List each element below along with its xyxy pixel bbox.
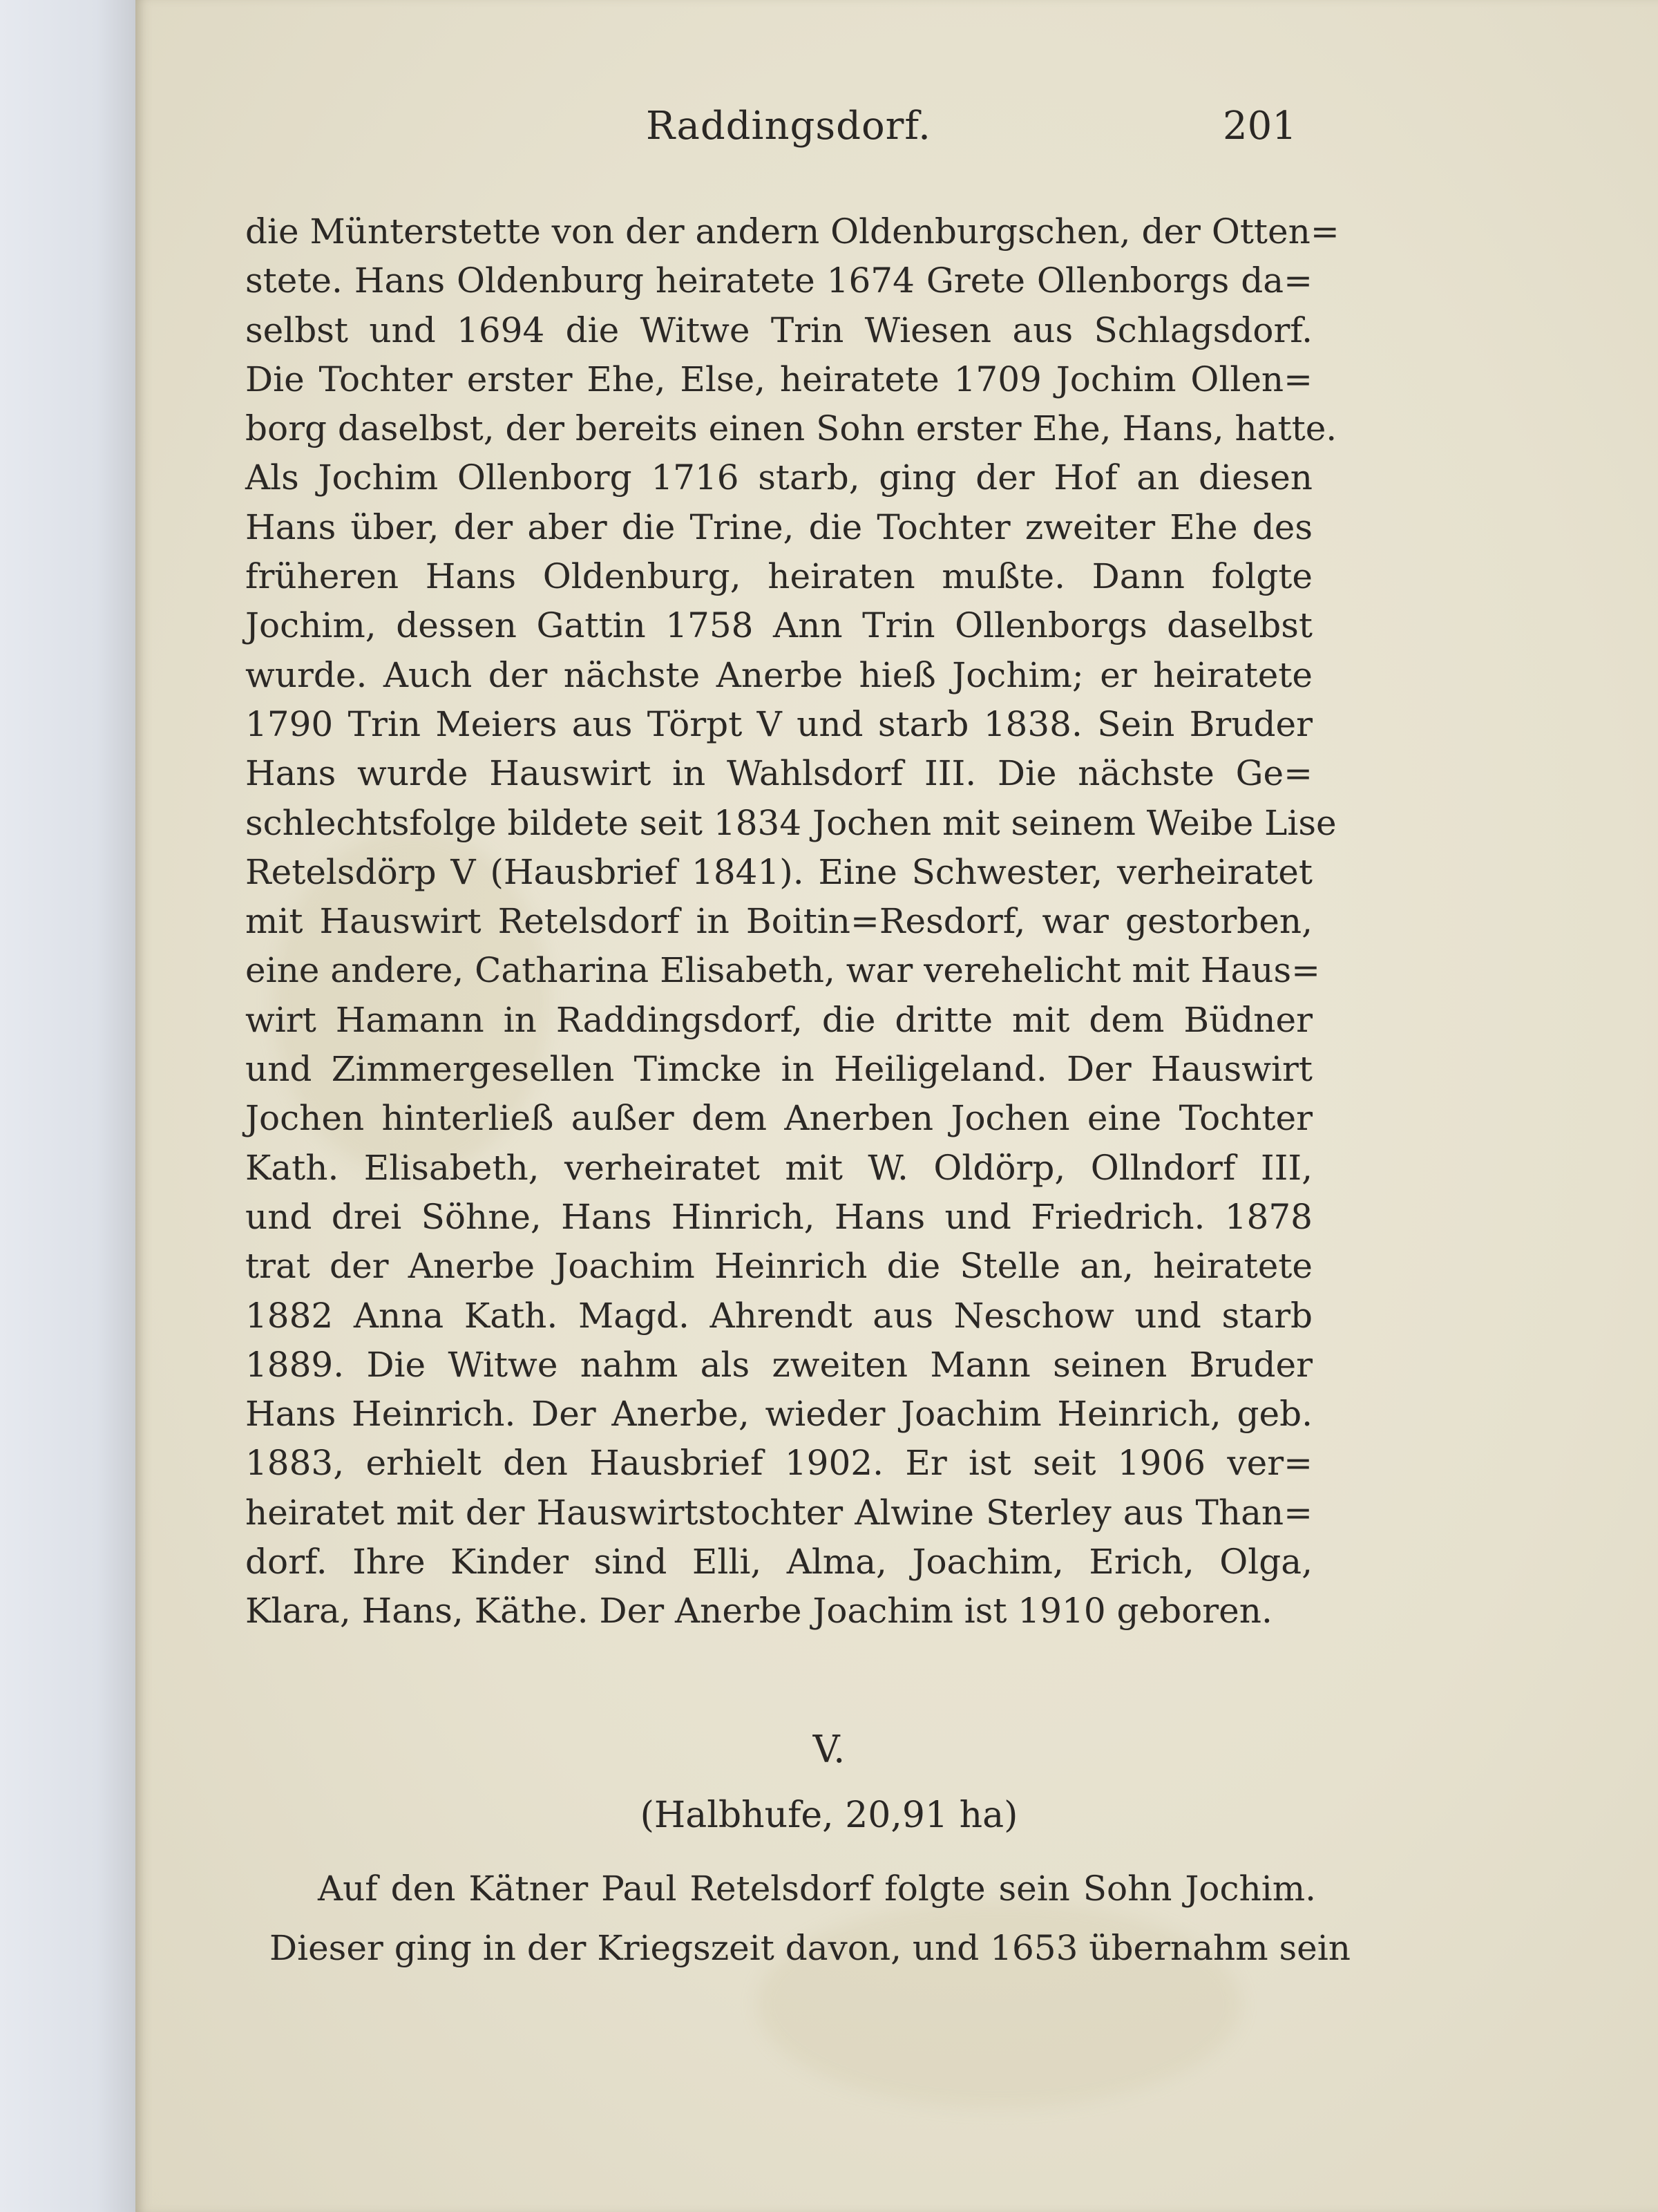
- text-line: Kath. Elisabeth, verheiratet mit W. Oldörp, Ollndorf III,: [245, 1147, 1313, 1188]
- text-line: stete. Hans Oldenburg heiratete 1674 Grete Ollenborgs da=: [245, 261, 1313, 301]
- text-line: Retelsdörp V (Hausbrief 1841). Eine Schwester, verheiratet: [245, 851, 1313, 892]
- text-line: früheren Hans Oldenburg, heiraten mußte. Dann folgte: [245, 556, 1313, 597]
- text-line: Dieser ging in der Kriegszeit davon, und 1653 übernahm sein: [269, 1928, 1351, 1968]
- section-text-block: [269, 1859, 1351, 1978]
- section-subtitle: (Halbhufe, 20,91 ha): [640, 1795, 1018, 1836]
- text-line: dorf. Ihre Kinder sind Elli, Alma, Joachim, Erich, Olga,: [245, 1542, 1313, 1582]
- text-line: Hans wurde Hauswirt in Wahlsdorf III. Die nächste Ge=: [245, 753, 1313, 794]
- main-text-block: [245, 207, 1340, 1636]
- text-line: Jochim, dessen Gattin 1758 Ann Trin Ollenborgs daselbst: [245, 605, 1313, 646]
- running-head-title: Raddingsdorf.: [646, 104, 931, 149]
- text-line: Als Jochim Ollenborg 1716 starb, ging der Hof an diesen: [245, 457, 1313, 498]
- text-line: die Münterstette von der andern Oldenburgschen, der Otten=: [245, 211, 1340, 252]
- text-line: schlechtsfolge bildete seit 1834 Jochen mit seinem Weibe Lise: [245, 802, 1337, 843]
- text-line: 1790 Trin Meiers aus Törpt V und starb 1838. Sein Bruder: [245, 703, 1313, 744]
- page-number: 201: [1223, 104, 1297, 149]
- section-number: V.: [812, 1728, 846, 1771]
- text-line: wurde. Auch der nächste Anerbe hieß Jochim; er heiratete: [245, 654, 1313, 695]
- text-line: borg daselbst, der bereits einen Sohn erster Ehe, Hans, hatte.: [245, 408, 1337, 449]
- text-line: 1882 Anna Kath. Magd. Ahrendt aus Neschow und starb: [245, 1295, 1313, 1336]
- text-line: selbst und 1694 die Witwe Trin Wiesen aus Schlagsdorf.: [245, 310, 1313, 350]
- text-line: eine andere, Catharina Elisabeth, war verehelicht mit Haus=: [245, 950, 1321, 991]
- text-line: mit Hauswirt Retelsdorf in Boitin=Resdorf, war gestorben,: [245, 901, 1313, 942]
- text-line: Hans über, der aber die Trine, die Tochter zweiter Ehe des: [245, 507, 1313, 547]
- text-line: heiratet mit der Hauswirtstochter Alwine Sterley aus Than=: [245, 1492, 1313, 1533]
- running-head: [0, 104, 1658, 159]
- text-line: und Zimmergesellen Timcke in Heiligeland. Der Hauswirt: [245, 1049, 1313, 1090]
- text-line: wirt Hamann in Raddingsdorf, die dritte mit dem Büdner: [245, 999, 1313, 1040]
- text-line: Hans Heinrich. Der Anerbe, wieder Joachim Heinrich, geb.: [245, 1394, 1313, 1435]
- text-line: Auf den Kätner Paul Retelsdorf folgte sein Sohn Jochim.: [318, 1869, 1316, 1909]
- left-page-edge: [0, 0, 138, 2212]
- text-line: Jochen hinterließ außer dem Anerben Jochen eine Tochter: [245, 1098, 1313, 1139]
- text-line: Klara, Hans, Käthe. Der Anerbe Joachim ist 1910 geboren.: [245, 1591, 1273, 1632]
- text-line: Die Tochter erster Ehe, Else, heiratete 1709 Jochim Ollen=: [245, 359, 1313, 399]
- text-line: trat der Anerbe Joachim Heinrich die Stelle an, heiratete: [245, 1246, 1313, 1287]
- text-line: 1883, erhielt den Hausbrief 1902. Er ist seit 1906 ver=: [245, 1443, 1313, 1484]
- text-line: und drei Söhne, Hans Hinrich, Hans und Friedrich. 1878: [245, 1196, 1313, 1237]
- text-line: 1889. Die Witwe nahm als zweiten Mann seinen Bruder: [245, 1344, 1313, 1385]
